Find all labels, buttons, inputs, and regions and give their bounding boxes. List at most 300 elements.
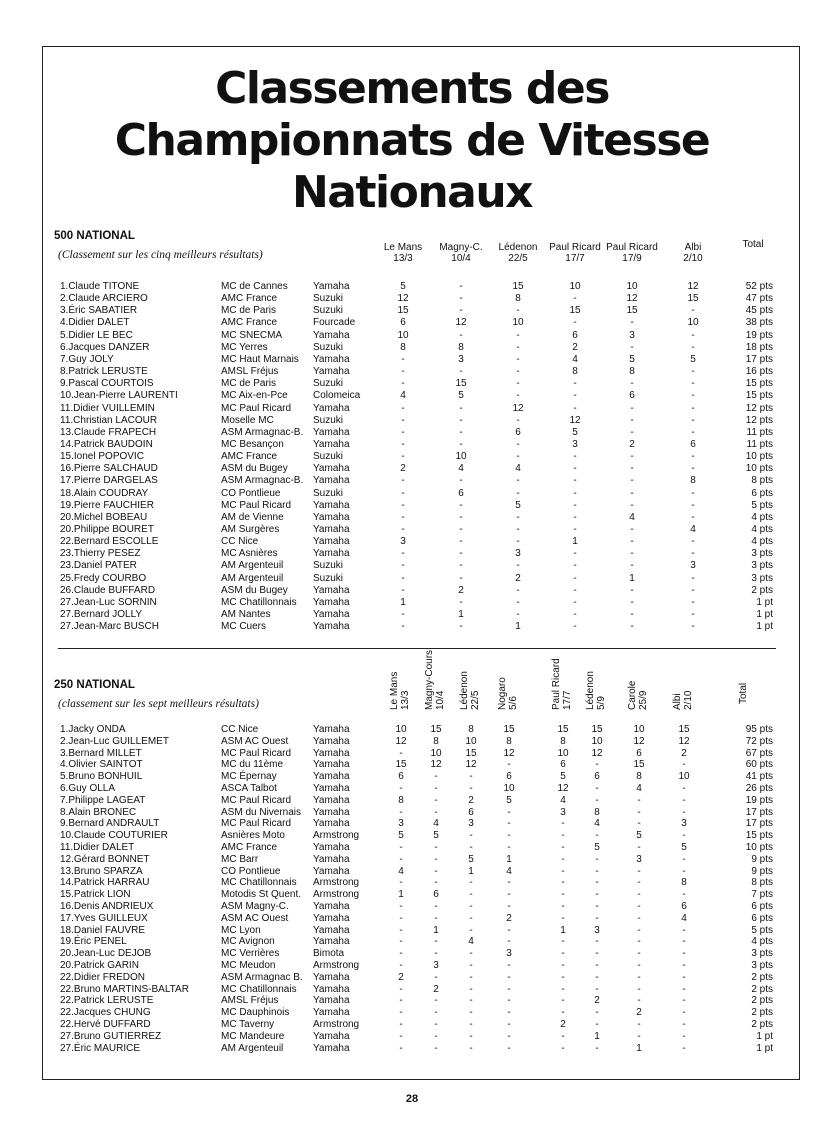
club-name: ASM Armagnac B. bbox=[221, 971, 303, 983]
total-points: 1 pt bbox=[756, 596, 773, 608]
race-points: - bbox=[399, 995, 403, 1007]
race-points: - bbox=[469, 1019, 473, 1030]
race-points: - bbox=[459, 548, 463, 560]
race-points: - bbox=[637, 865, 641, 877]
club-name: MC Haut Marnais bbox=[221, 353, 299, 365]
motorcycle-make: Yamaha bbox=[313, 1042, 350, 1054]
race-points: 1 bbox=[572, 536, 578, 548]
race-points: - bbox=[434, 948, 438, 960]
race-points: - bbox=[459, 281, 463, 292]
total-points: 41 pts bbox=[745, 771, 773, 783]
race-points: - bbox=[682, 759, 686, 771]
race-points: 1 bbox=[560, 924, 566, 936]
header-venue: Paul Ricard bbox=[551, 658, 562, 710]
header-venue: Magny-Cours bbox=[424, 649, 435, 710]
race-points: 10 bbox=[678, 771, 690, 783]
race-points: - bbox=[434, 1007, 438, 1019]
motorcycle-make: Suzuki bbox=[313, 414, 344, 426]
race-points: - bbox=[434, 1019, 438, 1030]
race-points: 3 bbox=[458, 353, 464, 365]
race-points: - bbox=[682, 960, 686, 971]
race-points: - bbox=[399, 842, 403, 853]
motorcycle-make: Suzuki bbox=[313, 572, 344, 584]
race-points: - bbox=[573, 584, 577, 596]
total-points: 26 pts bbox=[745, 783, 773, 794]
race-points: 6 bbox=[433, 889, 439, 901]
motorcycle-make: Suzuki bbox=[313, 341, 344, 353]
race-points: - bbox=[459, 426, 463, 438]
race-points: - bbox=[401, 475, 405, 487]
race-points: - bbox=[637, 924, 641, 936]
race-points: - bbox=[469, 912, 473, 924]
race-points: - bbox=[561, 960, 565, 971]
race-points: - bbox=[459, 414, 463, 426]
rider-name: 4.Didier DALET bbox=[60, 317, 130, 329]
race-points: 3 bbox=[515, 548, 521, 560]
motorcycle-make: Yamaha bbox=[313, 584, 350, 596]
race-points: - bbox=[401, 621, 405, 633]
race-points: - bbox=[516, 329, 520, 341]
total-points: 6 pts bbox=[751, 487, 773, 499]
race-points: - bbox=[434, 936, 438, 948]
rider-name: 16.Denis ANDRIEUX bbox=[60, 901, 154, 912]
motorcycle-make: Yamaha bbox=[313, 735, 350, 747]
race-points: - bbox=[561, 865, 565, 877]
race-points: - bbox=[595, 759, 599, 771]
race-points: 6 bbox=[515, 426, 521, 438]
race-points: - bbox=[637, 842, 641, 853]
race-points: - bbox=[399, 960, 403, 971]
race-points: - bbox=[595, 960, 599, 971]
rider-name: 15.Ionel POPOVIC bbox=[60, 451, 144, 463]
race-points: 5 bbox=[636, 830, 642, 842]
motorcycle-make: Yamaha bbox=[313, 983, 350, 995]
race-points: - bbox=[561, 877, 565, 889]
header-date: 10/4 bbox=[435, 690, 446, 710]
section-250-header-4 bbox=[551, 658, 573, 710]
total-points: 15 pts bbox=[745, 830, 773, 842]
race-points: - bbox=[459, 596, 463, 608]
race-points: - bbox=[401, 366, 405, 378]
race-points: - bbox=[630, 487, 634, 499]
race-points: - bbox=[630, 414, 634, 426]
race-points: 12 bbox=[465, 759, 477, 771]
total-points: 19 pts bbox=[745, 794, 773, 806]
section-250-header-5 bbox=[585, 671, 607, 710]
race-points: - bbox=[630, 341, 634, 353]
race-points: - bbox=[459, 293, 463, 305]
race-points: 1 bbox=[506, 853, 512, 865]
motorcycle-make: Armstrong bbox=[313, 830, 360, 842]
club-name: ASCA Talbot bbox=[221, 783, 277, 794]
motorcycle-make: Armstrong bbox=[313, 1019, 360, 1030]
rider-name: 20.Michel BOBEAU bbox=[60, 511, 148, 523]
motorcycle-make: Armstrong bbox=[313, 877, 360, 889]
race-points: 4 bbox=[515, 463, 521, 475]
race-points: - bbox=[691, 378, 695, 390]
total-points: 8 pts bbox=[751, 877, 773, 889]
total-points: 17 pts bbox=[745, 353, 773, 365]
race-points: - bbox=[595, 1042, 599, 1054]
total-points: 6 pts bbox=[751, 901, 773, 912]
race-points: - bbox=[691, 463, 695, 475]
race-points: 3 bbox=[681, 818, 687, 830]
club-name: AM Argenteuil bbox=[221, 560, 284, 572]
race-points: 5 bbox=[629, 353, 635, 365]
motorcycle-make: Colomeica bbox=[313, 390, 361, 402]
race-points: - bbox=[434, 1030, 438, 1042]
race-points: 3 bbox=[400, 536, 406, 548]
race-points: - bbox=[516, 475, 520, 487]
race-points: - bbox=[469, 783, 473, 794]
club-name: AM Argenteuil bbox=[221, 1042, 284, 1054]
race-points: - bbox=[516, 511, 520, 523]
race-points: 10 bbox=[687, 317, 699, 329]
motorcycle-make: Yamaha bbox=[313, 402, 350, 414]
rider-name: 6.Jacques DANZER bbox=[60, 341, 150, 353]
race-points: - bbox=[573, 487, 577, 499]
header-date: 17/7 bbox=[562, 690, 573, 710]
race-points: - bbox=[630, 426, 634, 438]
race-points: 15 bbox=[503, 724, 515, 735]
motorcycle-make: Yamaha bbox=[313, 366, 350, 378]
race-points: - bbox=[507, 1030, 511, 1042]
race-points: - bbox=[682, 924, 686, 936]
rider-name: 8.Patrick LERUSTE bbox=[60, 366, 148, 378]
section-500-subtitle: (Classement sur les cinq meilleurs résultats) bbox=[58, 249, 263, 261]
rider-name: 22.Patrick LERUSTE bbox=[60, 995, 154, 1007]
race-points: 12 bbox=[503, 747, 515, 759]
race-points: - bbox=[399, 1007, 403, 1019]
race-points: - bbox=[682, 995, 686, 1007]
race-points: - bbox=[507, 960, 511, 971]
race-points: - bbox=[637, 901, 641, 912]
race-points: - bbox=[401, 414, 405, 426]
race-points: 10 bbox=[626, 281, 638, 292]
race-points: - bbox=[399, 806, 403, 818]
race-points: - bbox=[691, 548, 695, 560]
total-points: 4 pts bbox=[751, 511, 773, 523]
race-points: - bbox=[561, 1007, 565, 1019]
race-points: 4 bbox=[594, 818, 600, 830]
race-points: - bbox=[691, 366, 695, 378]
club-name: AMC France bbox=[221, 842, 278, 853]
race-points: 4 bbox=[572, 353, 578, 365]
header-date: 22/5 bbox=[470, 690, 481, 710]
race-points: - bbox=[573, 293, 577, 305]
motorcycle-make: Yamaha bbox=[313, 853, 350, 865]
race-points: - bbox=[691, 572, 695, 584]
race-points: - bbox=[507, 806, 511, 818]
section-divider bbox=[58, 648, 776, 649]
race-points: 1 bbox=[636, 1042, 642, 1054]
race-points: - bbox=[434, 806, 438, 818]
race-points: - bbox=[682, 1019, 686, 1030]
race-points: - bbox=[573, 475, 577, 487]
rider-name: 7.Philippe LAGEAT bbox=[60, 794, 146, 806]
race-points: - bbox=[573, 596, 577, 608]
motorcycle-make: Yamaha bbox=[313, 475, 350, 487]
rider-name: 19.Éric PENEL bbox=[60, 936, 127, 948]
race-points: - bbox=[516, 609, 520, 621]
race-points: 6 bbox=[458, 487, 464, 499]
race-points: - bbox=[516, 584, 520, 596]
club-name: MC Paul Ricard bbox=[221, 747, 292, 759]
race-points: - bbox=[691, 414, 695, 426]
race-points: - bbox=[682, 983, 686, 995]
motorcycle-make: Yamaha bbox=[313, 771, 350, 783]
race-points: - bbox=[691, 451, 695, 463]
race-points: - bbox=[561, 948, 565, 960]
rider-name: 22.Hervé DUFFARD bbox=[60, 1019, 151, 1030]
total-points: 1 pt bbox=[756, 621, 773, 633]
race-points: 2 bbox=[572, 341, 578, 353]
rider-name: 11.Didier DALET bbox=[60, 842, 135, 853]
total-points: 11 pts bbox=[746, 438, 773, 450]
rider-name: 20.Jean-Luc DEJOB bbox=[60, 948, 152, 960]
total-points: 1 pt bbox=[756, 1042, 773, 1054]
race-points: - bbox=[401, 609, 405, 621]
race-points: 3 bbox=[468, 818, 474, 830]
header-venue: Lédenon bbox=[498, 242, 538, 253]
race-points: - bbox=[691, 487, 695, 499]
race-points: 8 bbox=[572, 366, 578, 378]
race-points: - bbox=[595, 783, 599, 794]
race-points: - bbox=[682, 783, 686, 794]
race-points: - bbox=[399, 901, 403, 912]
race-points: - bbox=[691, 305, 695, 317]
total-points: 38 pts bbox=[745, 317, 773, 329]
race-points: - bbox=[595, 1019, 599, 1030]
race-points: 6 bbox=[400, 317, 406, 329]
motorcycle-make: Yamaha bbox=[313, 901, 350, 912]
header-venue: Magny-C. bbox=[439, 242, 483, 253]
race-points: 5 bbox=[433, 830, 439, 842]
club-name: MC Aix-en-Pce bbox=[221, 390, 288, 402]
race-points: - bbox=[630, 596, 634, 608]
total-points: 5 pts bbox=[751, 499, 773, 511]
race-points: 5 bbox=[398, 830, 404, 842]
total-points: 9 pts bbox=[751, 865, 773, 877]
rider-name: 1.Claude TITONE bbox=[60, 281, 140, 292]
race-points: - bbox=[434, 853, 438, 865]
rider-name: 6.Guy OLLA bbox=[60, 783, 116, 794]
race-points: 6 bbox=[681, 901, 687, 912]
race-points: - bbox=[469, 842, 473, 853]
motorcycle-make: Suzuki bbox=[313, 487, 344, 499]
race-points: 6 bbox=[398, 771, 404, 783]
race-points: - bbox=[401, 487, 405, 499]
club-name: MC Meudon bbox=[221, 960, 276, 971]
motorcycle-make: Yamaha bbox=[313, 524, 350, 535]
race-points: - bbox=[630, 548, 634, 560]
race-points: - bbox=[561, 936, 565, 948]
race-points: - bbox=[399, 1042, 403, 1054]
race-points: - bbox=[682, 806, 686, 818]
race-points: - bbox=[434, 794, 438, 806]
motorcycle-make: Yamaha bbox=[313, 596, 350, 608]
race-points: - bbox=[573, 451, 577, 463]
race-points: - bbox=[459, 560, 463, 572]
rider-name: 3.Éric SABATIER bbox=[60, 305, 138, 317]
total-points: 1 pt bbox=[756, 1030, 773, 1042]
race-points: - bbox=[691, 402, 695, 414]
race-points: 12 bbox=[557, 783, 569, 794]
race-points: - bbox=[399, 936, 403, 948]
motorcycle-make: Yamaha bbox=[313, 609, 350, 621]
race-points: 8 bbox=[506, 735, 512, 747]
motorcycle-make: Yamaha bbox=[313, 806, 350, 818]
race-points: - bbox=[507, 830, 511, 842]
race-points: - bbox=[516, 353, 520, 365]
race-points: 4 bbox=[681, 912, 687, 924]
race-points: 10 bbox=[430, 747, 442, 759]
title-line-3: Nationaux bbox=[291, 167, 533, 218]
rider-name: 20.Patrick GARIN bbox=[60, 960, 139, 971]
race-points: - bbox=[507, 995, 511, 1007]
race-points: 2 bbox=[458, 584, 464, 596]
club-name: MC Chatillonnais bbox=[221, 596, 297, 608]
club-name: MC Épernay bbox=[221, 771, 277, 783]
total-points: 6 pts bbox=[751, 912, 773, 924]
rider-name: 11.Christian LACOUR bbox=[60, 414, 158, 426]
race-points: 8 bbox=[433, 735, 439, 747]
motorcycle-make: Yamaha bbox=[313, 783, 350, 794]
race-points: 10 bbox=[557, 747, 569, 759]
race-points: - bbox=[516, 487, 520, 499]
race-points: - bbox=[459, 402, 463, 414]
race-points: 2 bbox=[433, 983, 439, 995]
header-date: 25/9 bbox=[638, 690, 649, 710]
race-points: 15 bbox=[395, 759, 407, 771]
race-points: 3 bbox=[690, 560, 696, 572]
rider-name: 8.Alain BRONEC bbox=[60, 806, 137, 818]
race-points: 10 bbox=[633, 724, 645, 735]
race-points: 10 bbox=[395, 724, 407, 735]
race-points: - bbox=[691, 609, 695, 621]
race-points: - bbox=[399, 877, 403, 889]
race-points: - bbox=[682, 1030, 686, 1042]
race-points: - bbox=[516, 341, 520, 353]
motorcycle-make: Suzuki bbox=[313, 378, 344, 390]
header-date: 17/7 bbox=[565, 253, 585, 264]
motorcycle-make: Yamaha bbox=[313, 747, 350, 759]
race-points: - bbox=[459, 366, 463, 378]
motorcycle-make: Yamaha bbox=[313, 912, 350, 924]
race-points: - bbox=[434, 771, 438, 783]
race-points: 6 bbox=[629, 390, 635, 402]
race-points: - bbox=[469, 889, 473, 901]
motorcycle-make: Yamaha bbox=[313, 1030, 350, 1042]
race-points: 10 bbox=[397, 329, 409, 341]
race-points: - bbox=[682, 865, 686, 877]
club-name: MC Paul Ricard bbox=[221, 818, 292, 830]
race-points: 1 bbox=[458, 609, 464, 621]
club-name: ASM AC Ouest bbox=[221, 735, 289, 747]
race-points: 6 bbox=[506, 771, 512, 783]
race-points: - bbox=[516, 438, 520, 450]
race-points: 3 bbox=[433, 960, 439, 971]
club-name: AMC France bbox=[221, 293, 278, 305]
race-points: 6 bbox=[690, 438, 696, 450]
race-points: 10 bbox=[591, 735, 603, 747]
race-points: - bbox=[573, 572, 577, 584]
motorcycle-make: Yamaha bbox=[313, 438, 350, 450]
total-points: 3 pts bbox=[751, 560, 773, 572]
rider-name: 27.Bruno GUTIERREZ bbox=[60, 1030, 162, 1042]
race-points: - bbox=[434, 842, 438, 853]
total-points: 9 pts bbox=[751, 853, 773, 865]
club-name: MC Barr bbox=[221, 853, 259, 865]
race-points: - bbox=[516, 536, 520, 548]
race-points: 2 bbox=[468, 794, 474, 806]
race-points: 5 bbox=[594, 842, 600, 853]
race-points: - bbox=[469, 877, 473, 889]
section-250-subtitle: (classement sur les sept meilleurs résultats) bbox=[58, 698, 259, 710]
section-250-header-2 bbox=[459, 671, 481, 710]
race-points: 2 bbox=[398, 971, 404, 983]
race-points: - bbox=[630, 584, 634, 596]
race-points: - bbox=[630, 621, 634, 633]
motorcycle-make: Yamaha bbox=[313, 995, 350, 1007]
header-date: 17/9 bbox=[622, 253, 642, 264]
race-points: - bbox=[573, 499, 577, 511]
race-points: 2 bbox=[594, 995, 600, 1007]
race-points: 8 bbox=[468, 724, 474, 735]
header-venue: Le Mans bbox=[383, 242, 423, 253]
race-points: 8 bbox=[594, 806, 600, 818]
race-points: 2 bbox=[506, 912, 512, 924]
race-points: 4 bbox=[560, 794, 566, 806]
race-points: 4 bbox=[433, 818, 439, 830]
race-points: - bbox=[434, 877, 438, 889]
section-250-header-7 bbox=[672, 691, 694, 710]
race-points: - bbox=[459, 329, 463, 341]
race-points: 15 bbox=[512, 281, 524, 292]
motorcycle-make: Armstrong bbox=[313, 889, 360, 901]
club-name: MC Paul Ricard bbox=[221, 402, 292, 414]
rider-name: 10.Jean-Pierre LAURENTI bbox=[60, 390, 178, 402]
race-points: - bbox=[561, 912, 565, 924]
race-points: 15 bbox=[465, 747, 477, 759]
race-points: 1 bbox=[629, 572, 635, 584]
rider-name: 4.Olivier SAINTOT bbox=[60, 759, 143, 771]
race-points: - bbox=[561, 1030, 565, 1042]
total-points: 3 pts bbox=[751, 548, 773, 560]
header-venue: Le Mans bbox=[389, 671, 400, 710]
race-points: - bbox=[507, 924, 511, 936]
total-points: 47 pts bbox=[745, 293, 773, 305]
total-points: 4 pts bbox=[751, 936, 773, 948]
race-points: - bbox=[469, 901, 473, 912]
motorcycle-make: Yamaha bbox=[313, 724, 350, 735]
race-points: - bbox=[637, 995, 641, 1007]
race-points: - bbox=[507, 983, 511, 995]
rider-name: 19.Pierre FAUCHIER bbox=[60, 499, 154, 511]
section-500-header-5 bbox=[658, 242, 728, 264]
section-250-header-1 bbox=[424, 650, 446, 710]
club-name: MC Verrières bbox=[221, 948, 280, 960]
rider-name: 13.Claude FRAPECH bbox=[60, 426, 157, 438]
race-points: 3 bbox=[560, 806, 566, 818]
race-points: 12 bbox=[430, 759, 442, 771]
race-points: - bbox=[573, 621, 577, 633]
rider-name: 22.Didier FREDON bbox=[60, 971, 146, 983]
race-points: - bbox=[561, 983, 565, 995]
race-points: - bbox=[595, 1007, 599, 1019]
race-points: - bbox=[637, 960, 641, 971]
race-points: 3 bbox=[572, 438, 578, 450]
